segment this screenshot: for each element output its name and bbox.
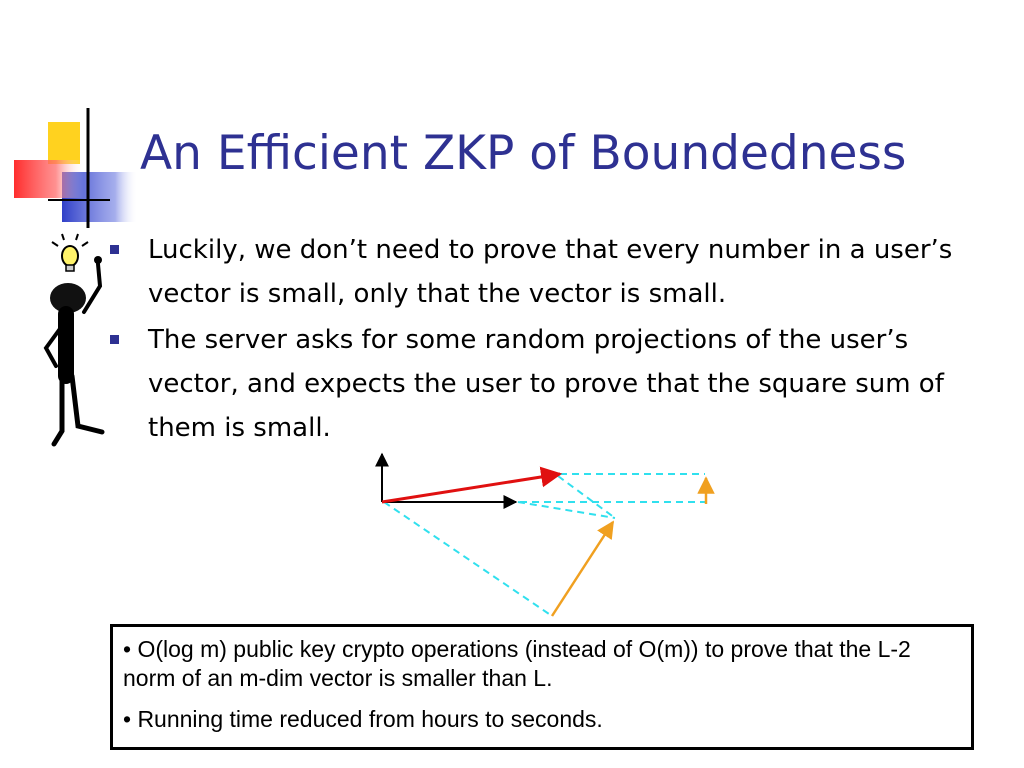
slide-title: An Efficient ZKP of Boundedness bbox=[140, 126, 907, 181]
bullet-list bbox=[108, 228, 988, 450]
summary-note-box bbox=[110, 624, 974, 750]
bullet-item bbox=[108, 228, 988, 316]
projection-diagram bbox=[360, 446, 730, 626]
user-vector-arrow bbox=[382, 474, 560, 502]
bullet-text: Luckily, we don’t need to prove that every number in a user’s vector is small, only that the vector is small. bbox=[148, 235, 953, 309]
dashed-guide bbox=[558, 476, 615, 518]
bullet-item bbox=[108, 318, 988, 450]
projection-arrow bbox=[552, 522, 613, 616]
template-logo-icon bbox=[0, 100, 140, 230]
bullet-square-icon bbox=[110, 245, 119, 254]
dashed-guide bbox=[518, 502, 615, 518]
note-line: • Running time reduced from hours to seconds. bbox=[123, 706, 603, 732]
dashed-guide bbox=[384, 502, 552, 616]
note-line: • O(log m) public key crypto operations (instead of O(m)) to prove that the L-2 norm of an m-dim vector is smaller than L. bbox=[123, 636, 911, 691]
bullet-text: The server asks for some random projections of the user’s vector, and expects the user to prove that the square sum of them is small. bbox=[148, 325, 944, 443]
bullet-square-icon bbox=[110, 335, 119, 344]
